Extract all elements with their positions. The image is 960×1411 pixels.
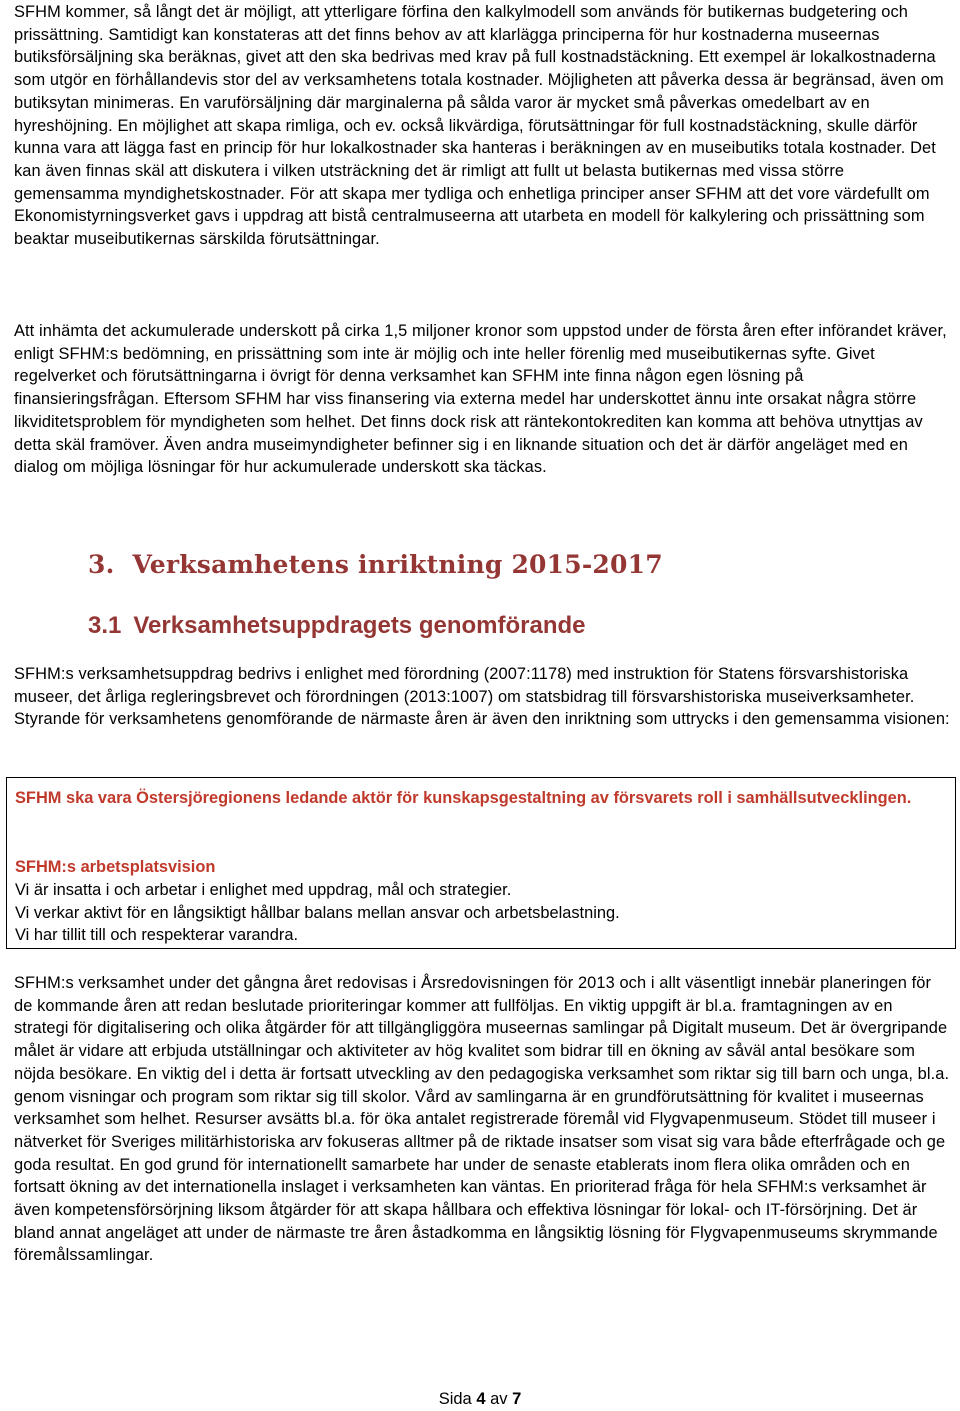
list-item: Vi har tillit till och respekterar varandra.: [15, 926, 299, 945]
body-paragraph-4: SFHM:s verksamhet under det gångna året redovisas i Årsredovisningen för 2013 och i allt väsentligt innebär planeringen för de kommande åren att redan beslutade prioriteringar kommer att fullföljas. En viktig uppgift är bl.a. framtagningen av en strategi för digitalisering och olika åtgärder för att tillgängliggöra museernas samlingar på Digitalt museum. Det är övergripande målet är vidare att erbjuda utställningar och aktiviteter av hög kvalitet som bidrar till en ökning av såväl antal besökare som nöjda besökare. En viktig del i detta är fortsatt utveckling av den pedagogiska verksamhet som riktar sig till barn och unga, bl.a. genom visningar och program som riktar sig till skolor. Vård av samlingarna är en grundförutsättning för kvalitet i museernas verksamhet som helhet. Resurser avsätts bl.a. för öka antalet registrerade föremål vid Flygvapenmuseum. Stödet till museer i nätverket för Sveriges militärhistoriska arv fokuseras alltmer på de riktade insatser som visat sig vara både efterfrågade och ge goda resultat. En god grund för internationellt samarbete har under de senaste etablerats inom flera olika områden och en fortsatt ökning av det internationella inslaget i verksamheten kan väntas. En prioriterad fråga för hela SFHM:s verksamhet är även kompetensförsörjning liksom åtgärder för att skapa hållbara och effektiva lösningar för lokal- och IT-försörjning. Det är bland annat angeläget att under de närmaste tre åren åstadkomma en långsiktig lösning för Flygvapenmuseums skrymmande föremålssamlingar.: [14, 974, 950, 1265]
body-paragraph-1: SFHM kommer, så långt det är möjligt, att ytterligare förfina den kalkylmodell som används för butikernas budgetering och prissättning. Samtidigt kan konstateras att det finns behov av att klarlägga principerna för hur kostnaderna museernas butiksförsäljning ska beräknas, givet att den ska bedrivas med krav på full kostnadstäckning. Ett exempel är lokalkostnaderna som utgör en förhållandevis stor del av verksamhetens totala kostnader. Möjligheten att påverka dessa är begränsad, även om butiksytan minimeras. En varuförsäljning där marginalerna på sålda varor är mycket små påverkas omedelbart av en hyreshöjning. En möjlighet att skapa rimliga, och ev. också likvärdiga, förutsättningar för full kostnadstäckning, skulle därför kunna vara att lägga fast en princip för hur lokalkostnader ska hanteras i beräkningen av en museibutiks totala kostnader. Det kan även finnas skäl att diskutera i vilken utsträckning det är rimligt att fullt ut belasta butikernas med vissa större gemensamma myndighetskostnader. För att skapa mer tydliga och enhetliga principer anser SFHM att det vore värdefullt om Ekonomistyrningsverket gavs i uppdrag att bistå centralmuseerna att utarbeta en modell för kalkylering och prissättning som beaktar museibutikernas särskilda förutsättningar.: [14, 3, 944, 249]
vision-statement: SFHM ska vara Östersjöregionens ledande aktör för kunskapsgestaltning av försvarets roll i samhällsutvecklingen.: [15, 789, 912, 807]
body-paragraph-3: SFHM:s verksamhetsuppdrag bedrivs i enlighet med förordning (2007:1178) med instruktion för Statens försvarshistoriska museer, det årliga regleringsbrevet och förordningen (2013:1007) om statsbidrag till försvarshistoriska museiverksamheter. Styrande för verksamhetens genomförande de närmaste åren är även den inriktning som uttrycks i den gemensamma visionen:: [14, 665, 950, 729]
list-item: Vi är insatta i och arbetar i enlighet med uppdrag, mål och strategier.: [15, 881, 512, 899]
subsection-title: Verksamhetsuppdragets genomförande: [133, 612, 586, 639]
page-footer: [0, 1390, 960, 1409]
page-of-label: av: [490, 1390, 508, 1408]
section-number: 3.: [88, 550, 115, 579]
subsection-heading-3-1: [88, 612, 586, 640]
body-paragraph-2: Att inhämta det ackumulerade underskott på cirka 1,5 miljoner kronor som uppstod under de första åren efter införandet kräver, enligt SFHM:s bedömning, en prissättning som inte är möjlig och inte heller förenlig med museibutikernas syfte. Givet regelverket och förutsättningarna i övrigt för denna verksamhet kan SFHM inte finna någon egen lösning på finansieringsfrågan. Eftersom SFHM har viss finansering via externa medel har underskottet ännu inte orsakat några större likviditetsproblem för myndigheten som helhet. Det finns dock risk att räntekontokrediten kan komma att behöva utnyttjas av detta skäl framöver. Även andra museimyndigheter befinner sig i en liknande situation och det är därför angeläget med en dialog om möjliga lösningar för hur ackumulerade underskott ska täckas.: [14, 322, 947, 477]
page-label: Sida: [438, 1390, 472, 1408]
page-number: 4: [476, 1390, 486, 1408]
page-total: 7: [512, 1390, 522, 1408]
section-heading-3: [88, 550, 663, 579]
section-title: Verksamhetens inriktning 2015-2017: [132, 550, 663, 579]
workplace-vision-list: [15, 879, 620, 947]
subsection-number: 3.1: [88, 612, 122, 639]
list-item: Vi verkar aktivt för en långsiktigt hållbar balans mellan ansvar och arbetsbelastning.: [15, 903, 620, 922]
workplace-vision-heading: SFHM:s arbetsplatsvision: [15, 858, 216, 876]
vision-box: [6, 777, 956, 949]
